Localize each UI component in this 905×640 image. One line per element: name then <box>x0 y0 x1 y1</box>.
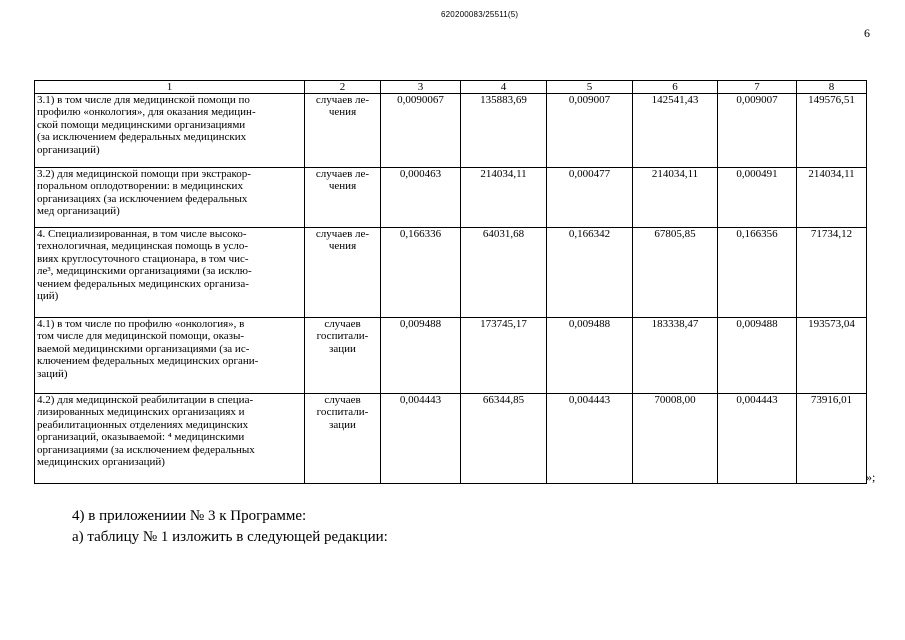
value-cell: 0,004443 <box>547 394 633 484</box>
tariff-table <box>34 80 867 484</box>
desc-line: профилю «онкология», для оказания медицин- <box>37 106 256 119</box>
value-cell: 0,166342 <box>547 228 633 318</box>
value-cell: 135883,69 <box>461 94 547 168</box>
unit-line: госпитали- <box>316 406 369 419</box>
row-description <box>35 94 305 168</box>
document-id: 620200083/25511(5) <box>441 10 519 19</box>
row-description <box>35 228 305 318</box>
table-closing-quote: »; <box>866 470 876 484</box>
unit-line: чения <box>328 106 357 119</box>
desc-line: поральном оплодотворении: в медицинских <box>37 180 243 193</box>
paragraph-instruction: а) таблицу № 1 изложить в следующей редакции: <box>72 529 388 545</box>
row-description <box>35 318 305 394</box>
column-header: 2 <box>305 81 381 94</box>
value-cell: 66344,85 <box>461 394 547 484</box>
unit-line: случаев <box>324 394 361 406</box>
unit-line: случаев ле- <box>315 168 370 180</box>
desc-line: чением федеральных медицинских организа- <box>37 277 249 290</box>
value-cell: 0,0090067 <box>381 94 461 168</box>
desc-line: 3.1) в том числе для медицинской помощи по <box>37 94 250 106</box>
desc-line: ской помощи медицинскими организациями <box>37 118 246 131</box>
value-cell: 0,000477 <box>547 168 633 228</box>
value-cell: 70008,00 <box>633 394 718 484</box>
table-row <box>35 228 867 318</box>
desc-line: ваемой медицинскими организациями (за ис- <box>37 342 250 355</box>
value-cell: 214034,11 <box>633 168 718 228</box>
desc-line: 4.2) для медицинской реабилитации в специа- <box>37 394 254 406</box>
desc-line: том числе для медицинской помощи, оказы- <box>37 330 245 343</box>
desc-line: мед организаций) <box>37 205 120 218</box>
unit-line: случаев ле- <box>315 94 370 106</box>
column-header: 7 <box>718 81 797 94</box>
table-row <box>35 394 867 484</box>
value-cell: 0,009007 <box>547 94 633 168</box>
unit-line: зации <box>329 418 356 431</box>
value-cell: 0,009007 <box>718 94 797 168</box>
column-header: 3 <box>381 81 461 94</box>
value-cell: 142541,43 <box>633 94 718 168</box>
value-cell: 71734,12 <box>797 228 867 318</box>
table-row <box>35 94 867 168</box>
value-cell: 0,004443 <box>718 394 797 484</box>
value-cell: 0,004443 <box>381 394 461 484</box>
row-description <box>35 394 305 484</box>
desc-line: ций) <box>37 290 59 303</box>
column-header: 1 <box>35 81 305 94</box>
row-description <box>35 168 305 228</box>
value-cell: 214034,11 <box>461 168 547 228</box>
paragraph-amendment: 4) в приложениии № 3 к Программе: <box>72 508 307 524</box>
desc-line: организациях (за исключением федеральных <box>37 192 248 205</box>
desc-line: 4.1) в том числе по профилю «онкология», в <box>37 318 245 330</box>
desc-line: ле³, медицинскими организациями (за исклю- <box>37 265 252 278</box>
column-header: 4 <box>461 81 547 94</box>
desc-line: лизированных медицинских организациях и <box>37 406 245 419</box>
row-unit <box>305 394 381 484</box>
desc-line: технологичная, медицинская помощь в усло- <box>37 240 248 253</box>
row-unit <box>305 94 381 168</box>
desc-line: реабилитационных отделениях медицинских <box>37 418 249 431</box>
value-cell: 0,166356 <box>718 228 797 318</box>
desc-line: медицинских организаций) <box>37 456 165 469</box>
desc-line: (за исключением федеральных медицинских <box>37 131 247 144</box>
value-cell: 67805,85 <box>633 228 718 318</box>
desc-line: организаций) <box>37 143 100 156</box>
value-cell: 214034,11 <box>797 168 867 228</box>
value-cell: 0,000463 <box>381 168 461 228</box>
value-cell: 0,166336 <box>381 228 461 318</box>
table-row <box>35 318 867 394</box>
unit-line: случаев <box>324 318 361 330</box>
page-number: 6 <box>864 26 870 40</box>
value-cell: 149576,51 <box>797 94 867 168</box>
value-cell: 64031,68 <box>461 228 547 318</box>
value-cell: 173745,17 <box>461 318 547 394</box>
desc-line: виях круглосуточного стационара, в том чис- <box>37 252 249 265</box>
table-row <box>35 168 867 228</box>
table-header-row <box>35 81 867 94</box>
value-cell: 0,009488 <box>718 318 797 394</box>
desc-line: заций) <box>37 367 68 380</box>
desc-line: организаций, оказываемой: ⁴ медицинскими <box>37 431 245 444</box>
value-cell: 0,009488 <box>381 318 461 394</box>
desc-line: 4. Специализированная, в том числе высоко- <box>37 228 247 240</box>
desc-line: организациями (за исключением федеральных <box>37 443 255 456</box>
value-cell: 73916,01 <box>797 394 867 484</box>
value-cell: 0,009488 <box>547 318 633 394</box>
value-cell: 183338,47 <box>633 318 718 394</box>
column-header: 5 <box>547 81 633 94</box>
desc-line: 3.2) для медицинской помощи при экстракор- <box>37 168 251 180</box>
unit-line: зации <box>329 342 356 355</box>
row-unit <box>305 228 381 318</box>
unit-line: госпитали- <box>316 330 369 343</box>
value-cell: 0,000491 <box>718 168 797 228</box>
column-header: 6 <box>633 81 718 94</box>
unit-line: случаев ле- <box>315 228 370 240</box>
row-unit <box>305 318 381 394</box>
column-header: 8 <box>797 81 867 94</box>
desc-line: ключением федеральных медицинских органи- <box>37 355 259 368</box>
unit-line: чения <box>328 240 357 253</box>
value-cell: 193573,04 <box>797 318 867 394</box>
row-unit <box>305 168 381 228</box>
unit-line: чения <box>328 180 357 193</box>
